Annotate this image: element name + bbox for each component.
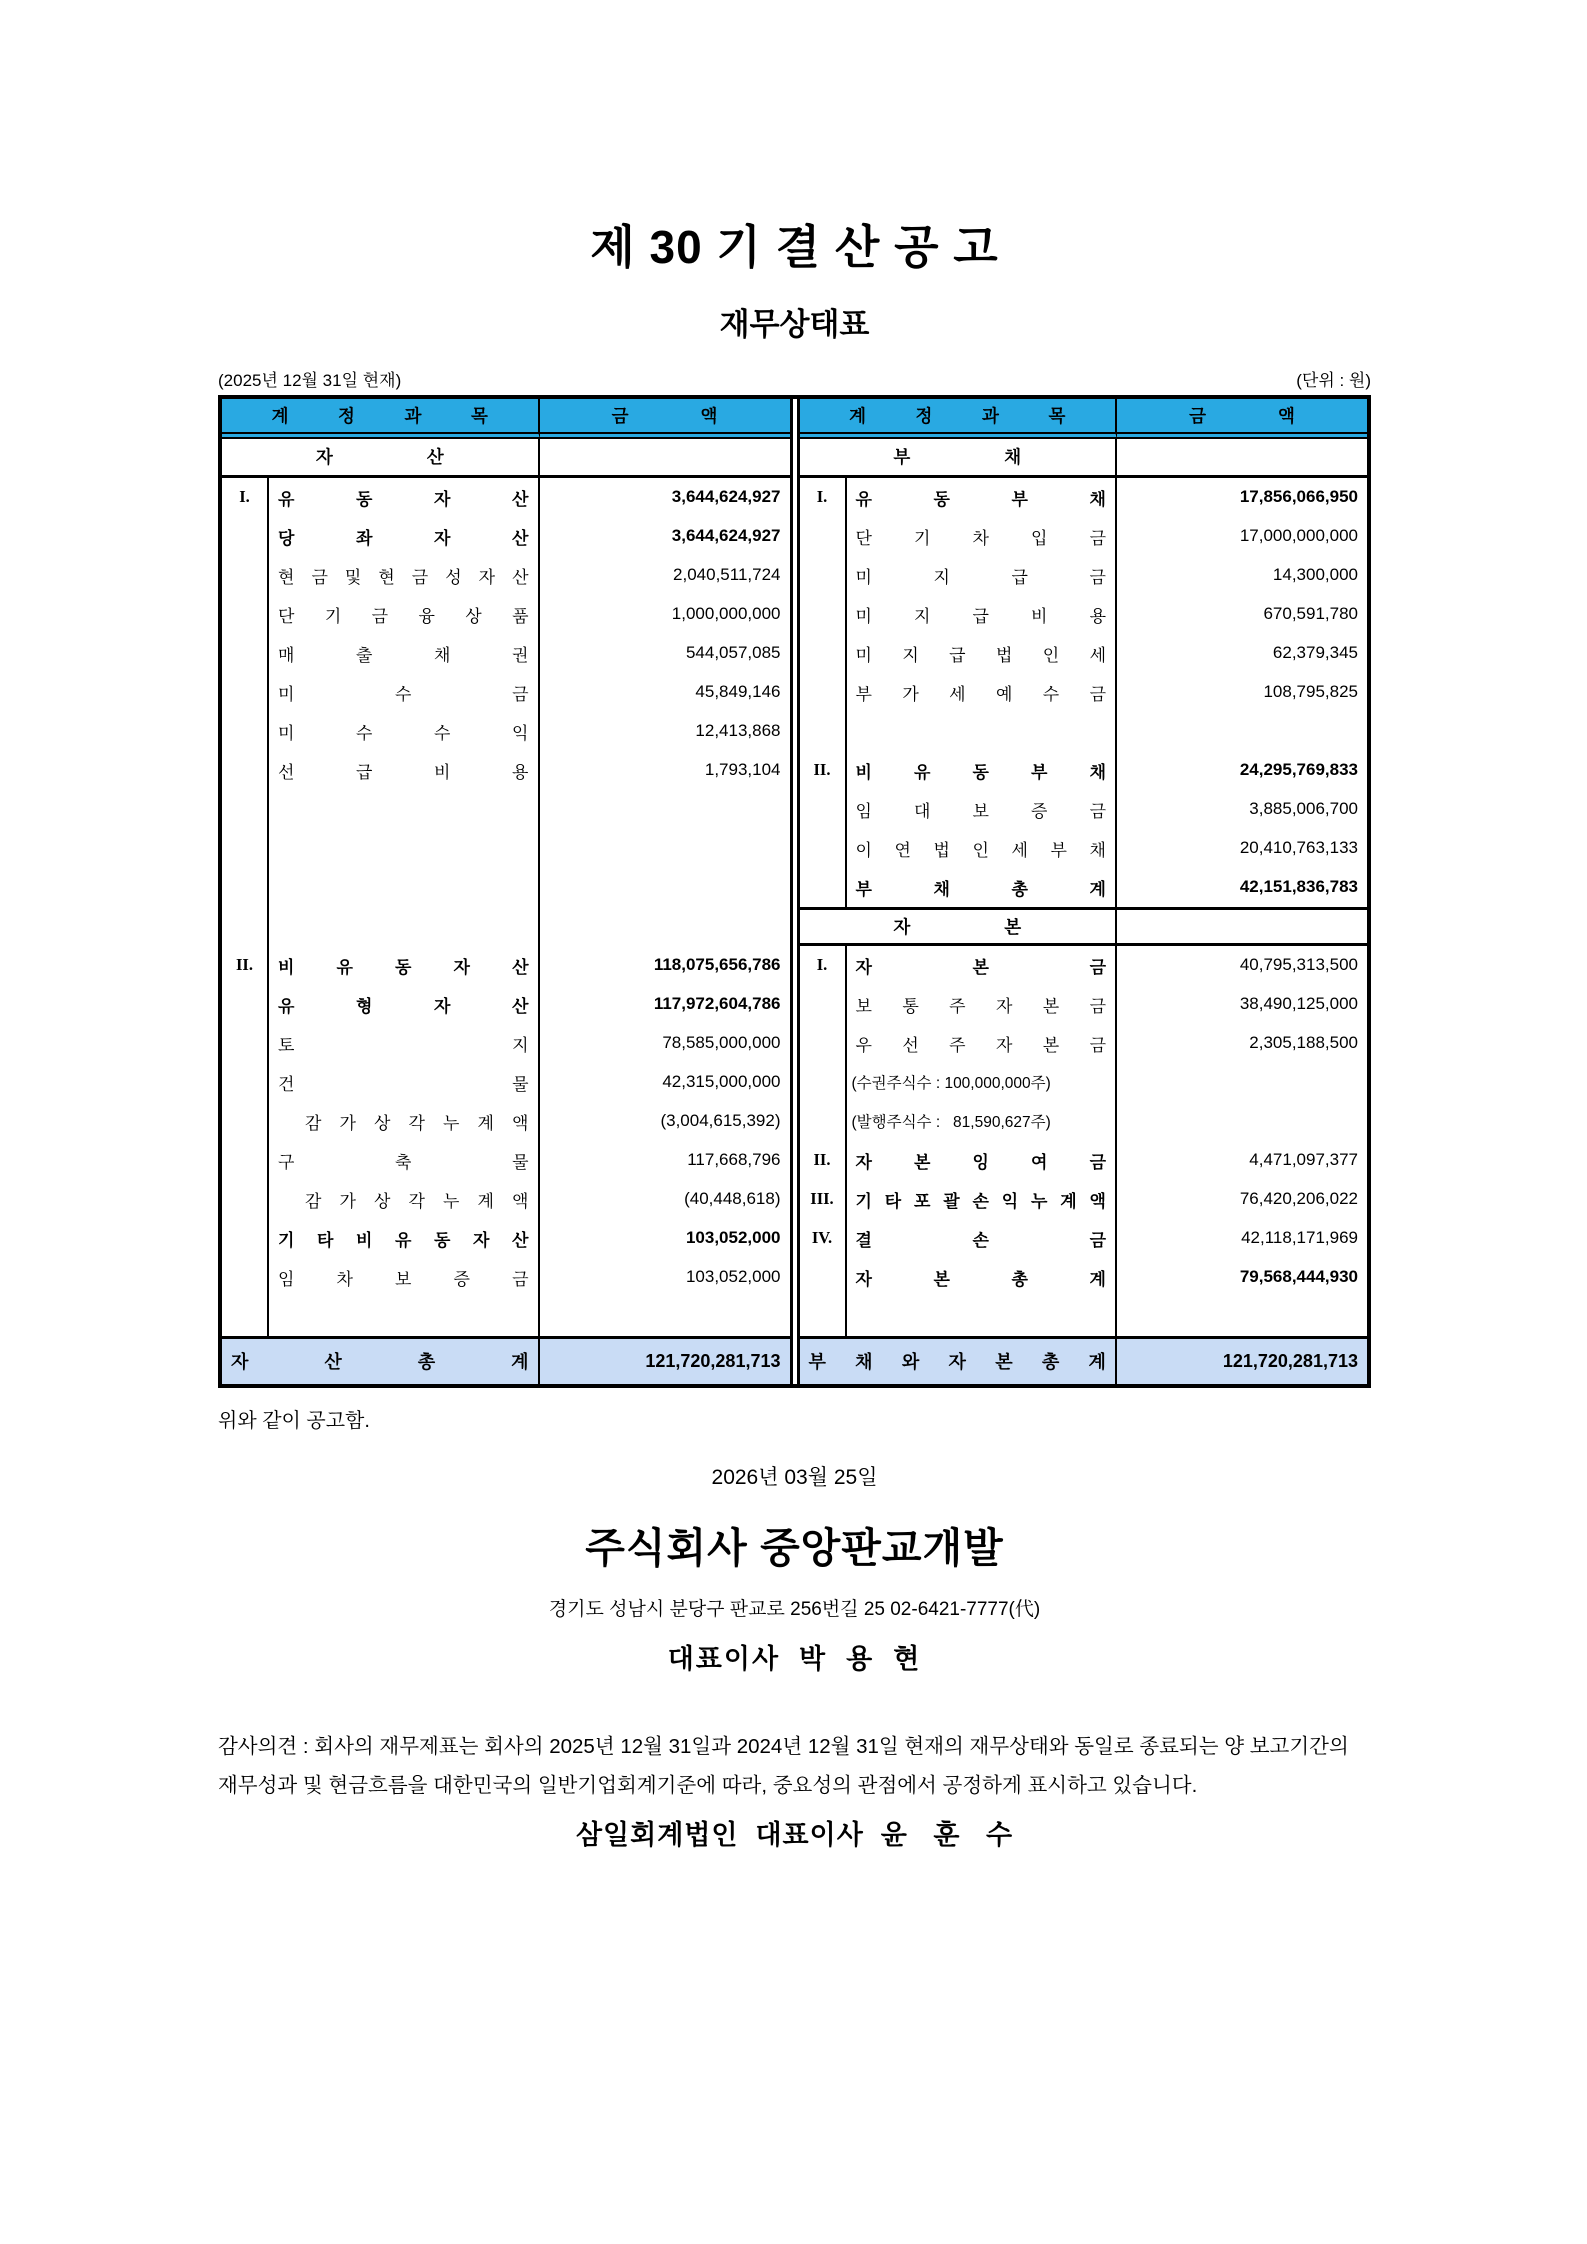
account-cell: 미 수 금 [269,673,540,712]
amount-cell [540,1297,790,1336]
amount-cell: 3,644,624,927 [671,526,781,546]
roman-numeral-cell [800,1258,847,1297]
account-cell: 현 금 및 현 금 성 자 산 [269,556,540,595]
amount-cell: 117,668,796 [687,1150,781,1170]
account-cell [269,868,540,907]
roman-numeral-cell [222,712,269,751]
account-cell [847,712,1118,751]
section-header: 자 산 [222,439,540,478]
amount-cell [1117,1102,1367,1141]
amount-cell [1117,1297,1367,1336]
roman-numeral-cell: I. [800,946,847,985]
account-cell: 유 동 자 산 [269,478,540,517]
header-amount-col: 금 액 [1117,399,1367,439]
section-amount-cell [540,439,790,478]
company-address: 경기도 성남시 분당구 판교로 256번길 25 02-6421-7777(代) [548,1598,1041,1620]
amount-cell: 62,379,345 [1272,643,1358,663]
amount-cell: 3,644,624,927 [671,487,781,507]
total-row-value: 121,720,281,713 [1117,1336,1367,1384]
roman-numeral-cell [800,634,847,673]
assets-column-group [222,399,790,1384]
amount-cell: 42,151,836,783 [1239,877,1358,897]
account-cell: 미 지 급 금 [847,556,1118,595]
roman-numeral-cell [222,673,269,712]
roman-numeral-cell [222,985,269,1024]
roman-numeral-cell [222,1219,269,1258]
section-header: 자 본 [800,907,1118,946]
roman-numeral-cell [222,868,269,907]
note-cell: (발행주식수 : 81,590,627주) [847,1102,1118,1141]
account-cell [847,1297,1118,1336]
announcement-date: 2026년 03월 25일 [711,1465,878,1489]
amount-cell: 14,300,000 [1272,565,1358,585]
roman-numeral-cell [222,1258,269,1297]
header-account-col: 계 정 과 목 [222,399,540,439]
roman-numeral-cell [222,1297,269,1336]
account-cell: 유 형 자 산 [269,985,540,1024]
amount-cell: 1,000,000,000 [671,604,781,624]
account-cell: 부 가 세 예 수 금 [847,673,1118,712]
audit-opinion: 감사의견 : 회사의 재무제표는 회사의 2025년 12월 31일과 2024년 12월 31일 현재의 재무상태와 동일로 종료되는 양 보고기간의 재무성과 및 현금흐름을 대한민국의 일반기업회계기준에 따라, 중요성의 관점에서 공정하게 표시하고 있습니다. [218,1734,1349,1797]
amount-cell: 17,000,000,000 [1239,526,1358,546]
account-cell: 감 가 상 각 누 계 액 [269,1102,540,1141]
account-cell: 건 물 [269,1063,540,1102]
account-cell: 선 급 비 용 [269,751,540,790]
total-row-label: 부 채 와 자 본 총 계 [800,1336,1118,1384]
amount-cell: 2,305,188,500 [1249,1033,1358,1053]
amount-cell: 1,793,104 [704,760,781,780]
roman-numeral-cell [222,556,269,595]
roman-numeral-cell [800,517,847,556]
account-cell: 우 선 주 자 본 금 [847,1024,1118,1063]
amount-cell [1117,712,1367,751]
amount-cell: 17,856,066,950 [1239,487,1358,507]
roman-numeral-cell [800,868,847,907]
amount-cell: 45,849,146 [695,682,781,702]
amount-cell: 670,591,780 [1263,604,1358,624]
document-title: 제 30 기 결 산 공 고 [590,221,999,273]
amount-cell: 117,972,604,786 [653,994,781,1014]
liabilities-equity-column-group [800,399,1368,1384]
section-header: 부 채 [800,439,1118,478]
account-cell: 자 본 잉 여 금 [847,1141,1118,1180]
amount-cell [540,907,790,946]
roman-numeral-cell [222,907,269,946]
as-of-date-note: (2025년 12월 31일 현재) [218,370,402,390]
roman-numeral-cell [800,595,847,634]
company-name: 주식회사 중앙판교개발 [585,1524,1004,1571]
center-divider [790,399,800,1384]
amount-cell: 79,568,444,930 [1239,1267,1358,1287]
roman-numeral-cell [222,790,269,829]
roman-numeral-cell [800,829,847,868]
roman-numeral-cell [800,712,847,751]
amount-cell [540,790,790,829]
roman-numeral-cell: I. [800,478,847,517]
auditor-signature: 삼일회계법인 대표이사 윤 훈 수 [575,1820,1014,1851]
roman-numeral-cell [222,595,269,634]
amount-cell: 2,040,511,724 [673,565,781,585]
account-cell [269,829,540,868]
roman-numeral-cell [800,1102,847,1141]
roman-numeral-cell [800,1063,847,1102]
account-cell: 자 본 총 계 [847,1258,1118,1297]
amount-cell: (3,004,615,392) [660,1111,781,1131]
account-cell: 부 채 총 계 [847,868,1118,907]
roman-numeral-cell: I. [222,478,269,517]
roman-numeral-cell [800,556,847,595]
account-cell [269,907,540,946]
account-cell: 단 기 차 입 금 [847,517,1118,556]
roman-numeral-cell [222,1102,269,1141]
account-cell [269,1297,540,1336]
account-cell: 유 동 부 채 [847,478,1118,517]
ceo-name: 대표이사 박 용 현 [667,1643,922,1674]
account-cell: 구 축 물 [269,1141,540,1180]
roman-numeral-cell [800,1297,847,1336]
roman-numeral-cell: II. [800,751,847,790]
roman-numeral-cell [800,790,847,829]
account-cell: 이 연 법 인 세 부 채 [847,829,1118,868]
amount-cell: (40,448,618) [684,1189,781,1209]
amount-cell: 103,052,000 [685,1228,781,1248]
account-cell: 당 좌 자 산 [269,517,540,556]
account-cell: 감 가 상 각 누 계 액 [269,1180,540,1219]
roman-numeral-cell [222,1141,269,1180]
roman-numeral-cell [222,1063,269,1102]
amount-cell: 4,471,097,377 [1249,1150,1358,1170]
amount-cell: 20,410,763,133 [1239,838,1358,858]
account-cell: 매 출 채 권 [269,634,540,673]
roman-numeral-cell [222,751,269,790]
amount-cell: 76,420,206,022 [1239,1189,1358,1209]
total-row-value: 121,720,281,713 [540,1336,790,1384]
amount-cell [1117,1063,1367,1102]
account-cell: 보 통 주 자 본 금 [847,985,1118,1024]
account-cell: 임 차 보 증 금 [269,1258,540,1297]
account-cell: 비 유 동 부 채 [847,751,1118,790]
roman-numeral-cell: III. [800,1180,847,1219]
roman-numeral-cell [222,829,269,868]
roman-numeral-cell [800,673,847,712]
amount-cell: 42,315,000,000 [662,1072,781,1092]
amount-cell: 38,490,125,000 [1239,994,1358,1014]
account-cell: 미 지 급 법 인 세 [847,634,1118,673]
amount-cell: 103,052,000 [685,1267,781,1287]
amount-cell: 12,413,868 [695,721,781,741]
amount-cell: 24,295,769,833 [1239,760,1358,780]
amount-cell [540,868,790,907]
amount-cell: 108,795,825 [1263,682,1358,702]
account-cell: 임 대 보 증 금 [847,790,1118,829]
account-cell: 비 유 동 자 산 [269,946,540,985]
amount-cell: 3,885,006,700 [1249,799,1358,819]
amount-cell: 78,585,000,000 [662,1033,781,1053]
account-cell: 미 수 수 익 [269,712,540,751]
currency-unit-note: (단위 : 원) [1296,370,1371,390]
amount-cell: 40,795,313,500 [1239,955,1358,975]
account-cell: 기 타 비 유 동 자 산 [269,1219,540,1258]
section-amount-cell [1117,907,1367,946]
roman-numeral-cell: IV. [800,1219,847,1258]
roman-numeral-cell [800,1024,847,1063]
roman-numeral-cell: II. [800,1141,847,1180]
section-amount-cell [1117,439,1367,478]
table-caption-row [218,366,1371,391]
amount-cell [540,829,790,868]
statement-title: 재무상태표 [719,306,870,342]
account-cell: 결 손 금 [847,1219,1118,1258]
note-cell: (수권주식수 : 100,000,000주) [847,1063,1118,1102]
account-cell [269,790,540,829]
account-cell: 자 본 금 [847,946,1118,985]
account-cell: 단 기 금 융 상 품 [269,595,540,634]
header-amount-col: 금 액 [540,399,790,439]
roman-numeral-cell [222,634,269,673]
balance-sheet-table [218,395,1371,1388]
amount-cell: 544,057,085 [685,643,781,663]
account-cell: 기 타 포 괄 손 익 누 계 액 [847,1180,1118,1219]
amount-cell: 118,075,656,786 [653,955,781,975]
roman-numeral-cell: II. [222,946,269,985]
account-cell: 토 지 [269,1024,540,1063]
account-cell: 미 지 급 비 용 [847,595,1118,634]
amount-cell: 42,118,171,969 [1241,1228,1358,1248]
roman-numeral-cell [800,985,847,1024]
roman-numeral-cell [222,1024,269,1063]
roman-numeral-cell [222,517,269,556]
roman-numeral-cell [222,1180,269,1219]
total-row-label: 자 산 총 계 [222,1336,540,1384]
header-account-col: 계 정 과 목 [800,399,1118,439]
announce-note: 위와 같이 공고함. [218,1409,370,1432]
